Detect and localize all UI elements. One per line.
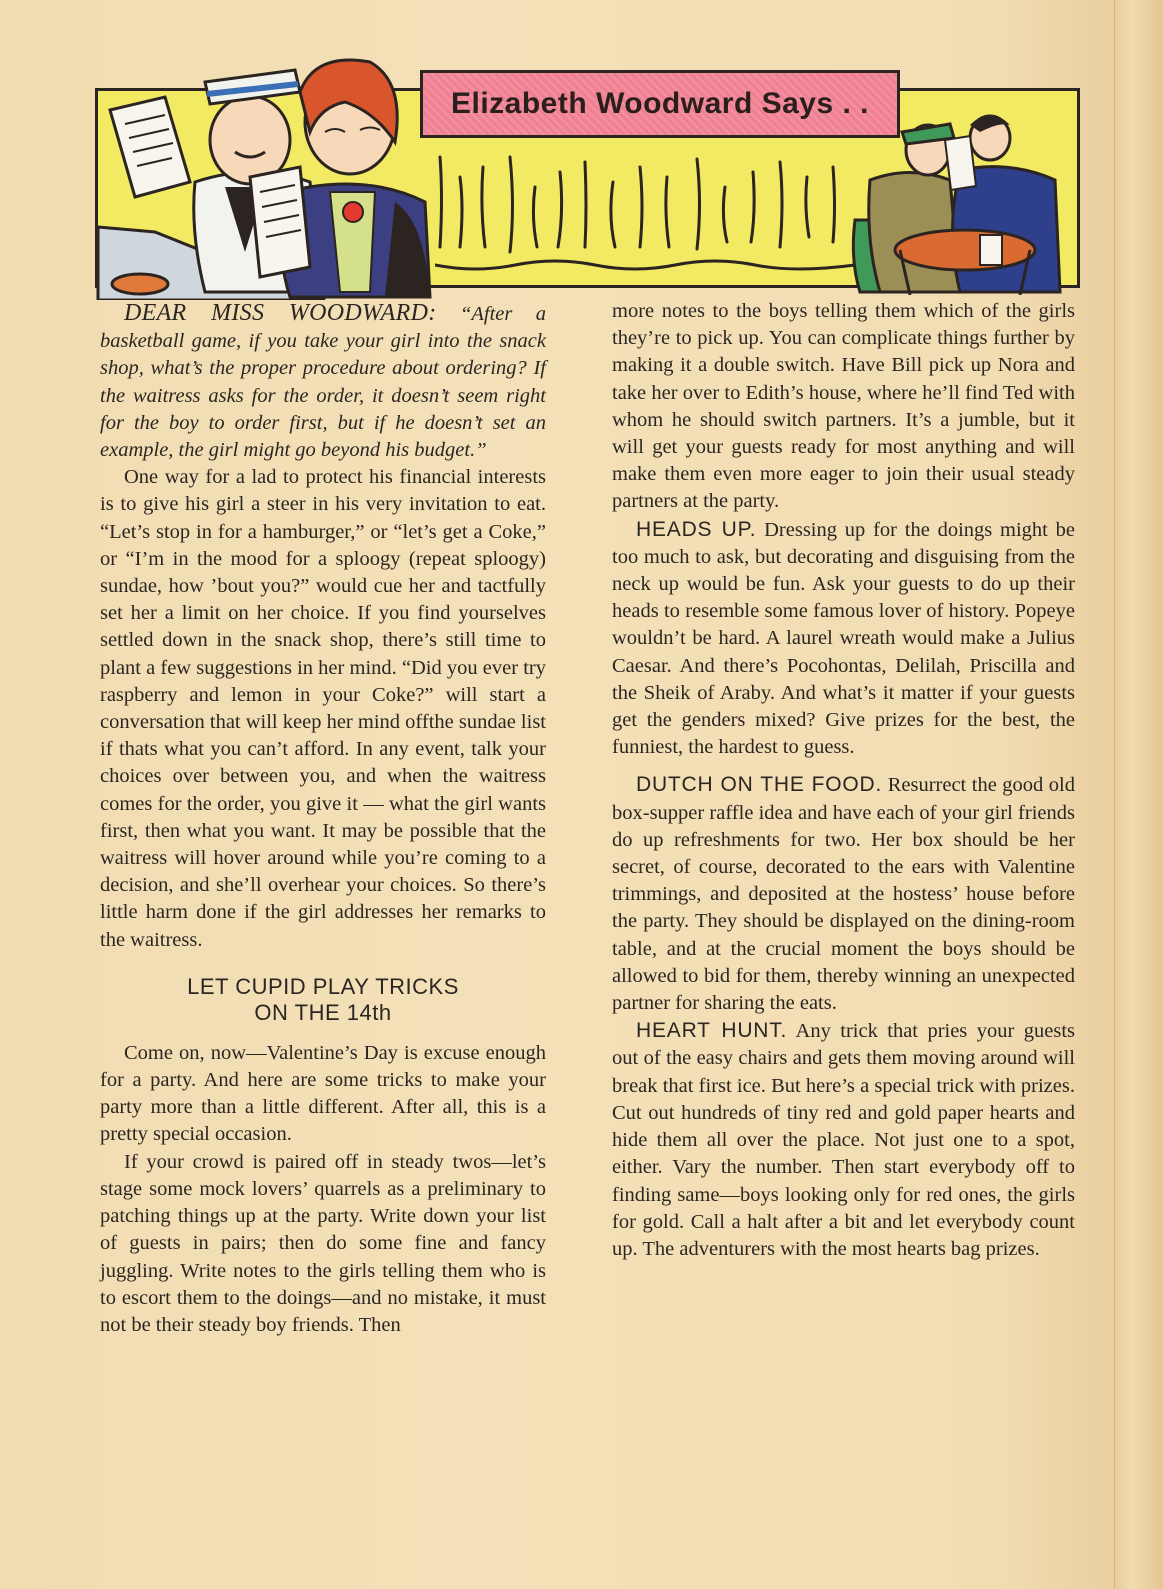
- continued-paragraph: more notes to the boys telling them which of the girls they’re to pick up. You can complicate things further by making it a double switch. Have Bill pick up Nora and take her over to Edith’s house, where he’ll find Ted with whom he should switch partners. It’s a jumble, but it will get your guests ready for most anything and will make them even more eager to join their usual steady partners at the party.: [612, 300, 1075, 513]
- drapery-illustration: [435, 147, 855, 287]
- party-intro-paragraph: Come on, now—Valentine’s Day is excuse enough for a party. And here are some tricks to make your party more than a little different. After all, this is a pretty special occasion.: [100, 1041, 546, 1146]
- heads-up-paragraph: [612, 516, 1075, 762]
- headline-line-1: LET CUPID PLAY TRICKS: [187, 973, 459, 999]
- dutch-title: DUTCH ON THE FOOD.: [636, 773, 883, 797]
- heads-up-body: Dressing up for the doings might be too much to ask, but decorating and disguising from the neck up would be fun. Ask your guests to do up their heads to resemble some famous lover of history. Popeye wouldn’t be hard. A laurel wreath would make a Julius Caesar. And there’s Pocohontas, Delilah, Priscilla and the Sheik of Araby. And what’s it matter if your guests get the genders mixed? Give prizes for the best, the funniest, the hardest to guess.: [612, 518, 1075, 759]
- dutch-paragraph: [612, 771, 1075, 1017]
- section-headline: [100, 974, 546, 1026]
- heads-up-title: HEADS UP.: [636, 517, 757, 541]
- headline-line-2: ON THE 14th: [254, 999, 392, 1025]
- reader-letter: [100, 300, 546, 464]
- heart-hunt-body: Any trick that pries your guests out of the easy chairs and gets them moving around will break that first ice. But here’s a special trick with prizes. Cut out hundreds of tiny red and gold paper hearts and hide them all over the place. Not just one to a spot, either. Vary the number. Then start everybody off to finding same—boys looking only for red ones, the girls for gold. Call a halt after a bit and let everybody count up. The adventurers with the most hearts bag prizes.: [612, 1020, 1075, 1260]
- left-column: [100, 300, 546, 1339]
- header-illustration: [95, 52, 1080, 300]
- right-column: [612, 298, 1075, 1263]
- page-gutter: [1114, 0, 1163, 1589]
- letter-greeting: DEAR MISS WOODWARD:: [124, 300, 437, 326]
- answer-paragraph: One way for a lad to protect his financial interests is to give his girl a steer in his very invitation to eat. “Let’s stop in for a hamburger,” or “let’s get a Coke,” or “I’m in the mood for a sploogy (repeat sploogy) sundae, how ’bout you?” would cue her and tactfully set her a limit on her choice. If you find yourselves settled down in the snack shop, there’s still time to plant a few suggestions in her mind. “Did you ever try raspberry and lemon in your Coke?” will start a conversation that will keep her mind offthe sundae list if thats what you can’t afford. In any event, talk your choices over between you, and when the waitress comes for the order, you give it — what the girl wants first, then what you want. It may be possible that the waitress will hover around while you’re coming to a decision, and she’ll overhear your choices. So there’s little harm done if the girl addresses her remarks to the waitress.: [100, 466, 546, 951]
- heart-hunt-title: HEART HUNT.: [636, 1019, 788, 1043]
- heart-hunt-paragraph: [612, 1017, 1075, 1263]
- dutch-body: Resurrect the good old box-supper raffle idea and have each of your girl friends do up refreshments for two. Her box should be her secret, of course, decorated to the ears with Valentine trimmings, and deposited at the hostess’ house before the party. They should be displayed on the dining-room table, and at the crucial moment the boys should be allowed to bid for them, thereby winning an unexpected partner for sharing the eats.: [612, 774, 1076, 1015]
- sailor-and-girl-illustration: [95, 52, 435, 300]
- letter-body: “After a basketball game, if you take your girl into the snack shop, what’s the proper procedure about ordering? If the waitress asks for the order, it doesn’t seem right for the boy to order first, but if he doesn’t set an example, the girl might go beyond his budget.”: [100, 303, 547, 462]
- column-title: Elizabeth Woodward Says . .: [420, 70, 900, 138]
- party-pairs-paragraph: If your crowd is paired off in steady twos—let’s stage some mock lovers’ quarrels as a preliminary to patching things up at the party. Write down your list of guests in pairs; then do some fine and fancy juggling. Write notes to the girls telling them who is to escort them to the doings—and no mistake, it must not be their steady boy friends. Then: [100, 1150, 546, 1336]
